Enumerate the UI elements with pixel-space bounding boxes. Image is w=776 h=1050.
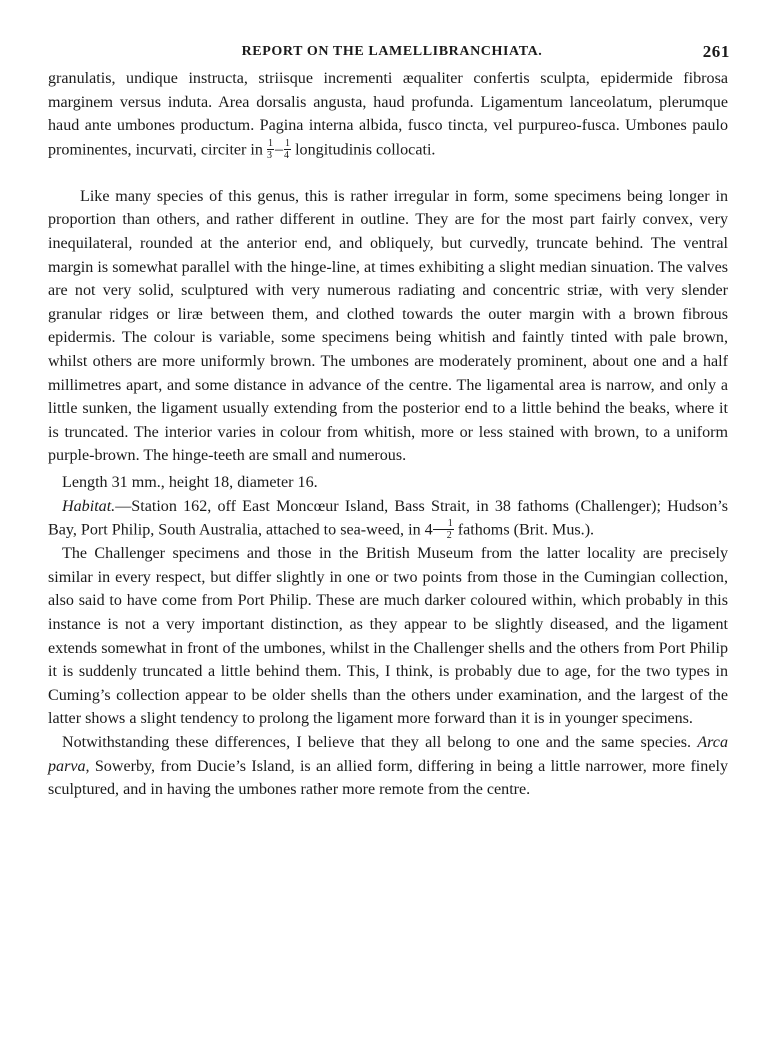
species-name: Arca parva, xyxy=(48,734,728,775)
description-paragraph: Like many species of this genus, this is rather irregular in form, some specimens being longer in proportion than others, and rather different in outline. They are for the most part fairly convex, very inequilateral, rounded at the anterior end, and obliquely, but curvedly, truncate behind. The ventral margin is somewhat parallel with the hinge-line, at times exhibiting a slight median sinuation. The valves are not very solid, sculptured with very numerous radiating and concentric striæ, with very slender granular ridges or liræ between them, and clothed towards the outer margin with a brown fibrous epidermis. The colour is variable, some specimens being whitish and faintly tinted with pale brown, whilst others are more uniformly brown. The umbones are moderately prominent, about one and a half millimetres apart, and some distance in advance of the centre. The ligamental area is narrow, and only a little sunken, the ligament usually extending from the posterior end to a little behind the beaks, where it is truncated. The interior varies in colour from whitish, more or less stained with brown, to a uniform purple-brown. The hinge-teeth are small and numerous. xyxy=(48,187,728,465)
fraction-denominator: 4 xyxy=(284,149,290,161)
fraction-denominator: 3 xyxy=(267,149,272,161)
fraction-numerator: 1 xyxy=(285,137,291,149)
habitat-paragraph xyxy=(48,495,728,543)
conclusion-text: Notwithstanding these differences, I believe that they all belong to one and the same species. xyxy=(62,734,692,752)
fraction-one-half xyxy=(433,518,454,541)
running-title: REPORT ON THE LAMELLIBRANCHIATA. xyxy=(241,44,543,59)
habitat-text: —Station 162, off East Moncœur Island, Bass Strait, in 38 fathoms (Challenger); Hudson’s Bay, Port Philip, South Australia, attached to sea-weed, in xyxy=(48,497,728,539)
comparison-paragraph: The Challenger specimens and those in the British Museum from the latter locality are precisely similar in every respect, but differ slightly in one or two points from those in the Cumingian collection, also said to have come from Port Philip. These are much darker coloured within, which probably in this instance is not a very important distinction, as they appear to be slightly diseased, and the ligament extends somewhat in front of the umbones, whilst in the Challenger shells and the others from Port Philip it is suddenly truncated a little behind them. This, I think, is probably due to age, for the two types in Cuming’s collection appear to be older shells than the others under examination, and the largest of the latter shows a slight tendency to prolong the ligament more forward than it is in younger specimens. xyxy=(48,545,728,728)
fraction-one-third xyxy=(267,138,274,161)
fraction-separator: – xyxy=(275,141,284,159)
measurements: Length 31 mm., height 18, diameter 16. xyxy=(62,474,318,491)
latin-description xyxy=(48,67,728,162)
conclusion-paragraph xyxy=(48,731,728,802)
page-number: 261 xyxy=(702,42,730,61)
running-head xyxy=(48,34,728,62)
habitat-text-end: fathoms (Brit. Mus.). xyxy=(457,521,595,539)
fraction-one-quarter xyxy=(284,138,291,161)
conclusion-text-end: Sowerby, from Ducie’s Island, is an allied form, differing in being a little narrower, more finely sculptured, and in having the umbones rather more remote from the centre. xyxy=(48,757,728,799)
latin-text: granulatis, undique instructa, striisque incrementi æqualiter confertis sculpta, epidermide fibrosa marginem versus induta. Area dorsalis angusta, haud profunda. Ligamentum lanceolatum, plerumque haud ante umbones productum. Pagina interna albida, fusco tincta, vel purpureo-fusca. Umbones paulo prominentes, incurvati, circiter in xyxy=(48,70,728,159)
fraction-whole: 4 xyxy=(424,521,433,539)
fraction-numerator: 1 xyxy=(268,137,273,149)
fraction-numerator: 1 xyxy=(433,518,454,530)
page xyxy=(48,34,728,802)
fraction-denominator: 2 xyxy=(446,530,452,542)
habitat-label: Habitat. xyxy=(62,497,116,515)
latin-text-end: longitudinis collocati. xyxy=(295,141,436,159)
